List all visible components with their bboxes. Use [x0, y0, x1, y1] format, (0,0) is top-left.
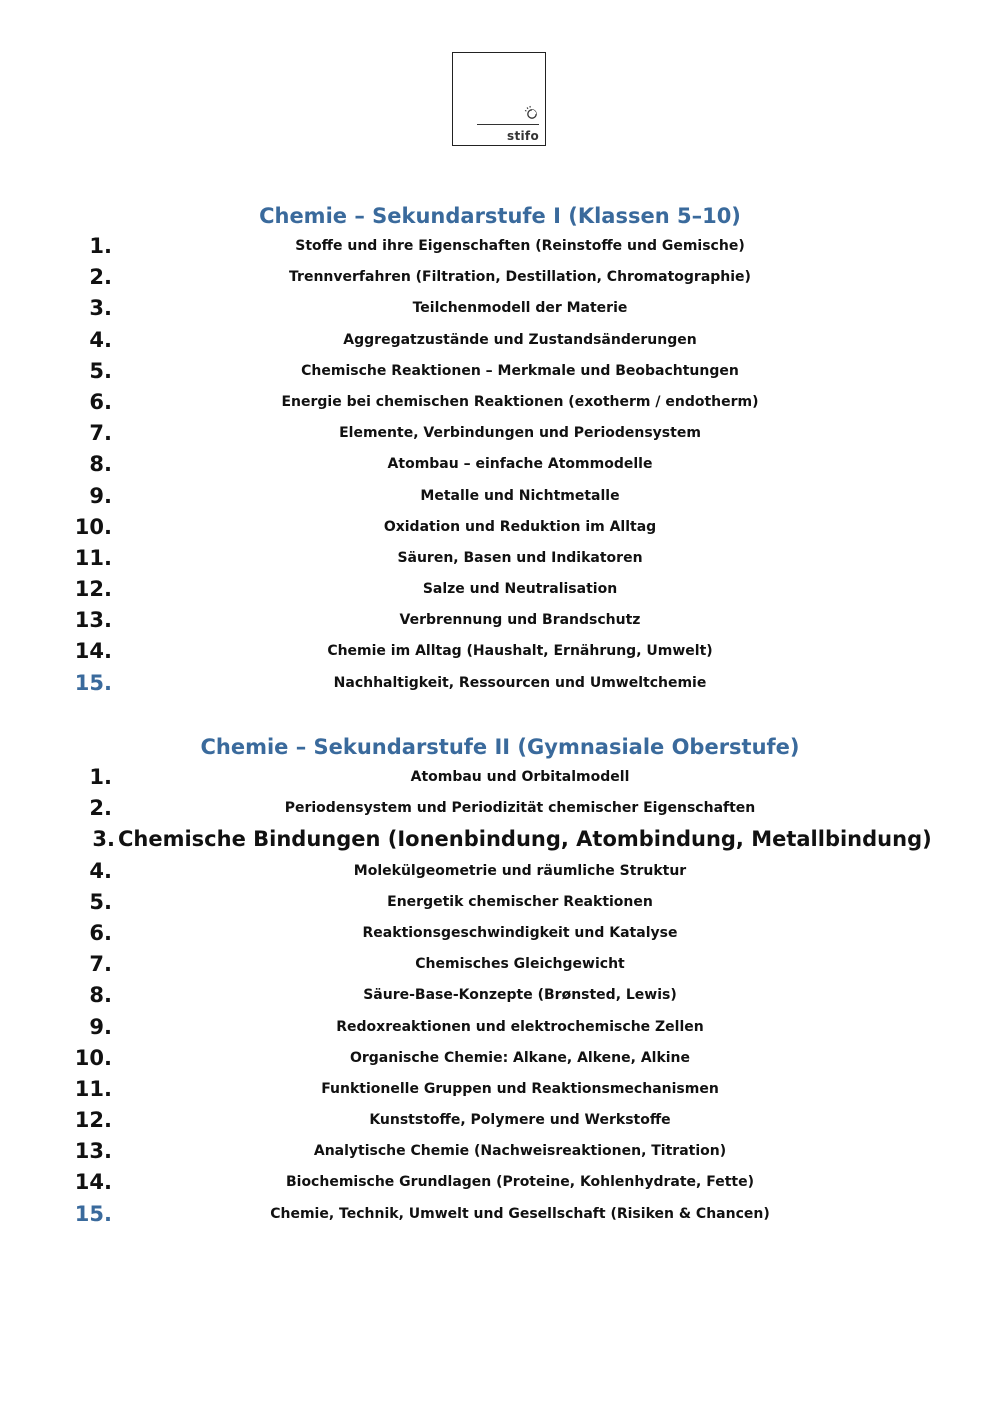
- list-item: [0, 293, 1000, 324]
- item-number: 4.: [89, 858, 112, 883]
- list-item: [0, 356, 1000, 387]
- list-item: [0, 856, 1000, 887]
- item-number: 8.: [89, 983, 112, 1008]
- section-title-sek-1: Chemie – Sekundarstufe I (Klassen 5–10): [259, 204, 741, 228]
- item-number: 6.: [89, 920, 112, 945]
- item-text: Atombau – einfache Atommodelle: [387, 456, 653, 473]
- item-text: Oxidation und Reduktion im Alltag: [383, 518, 657, 535]
- item-number: 2.: [89, 265, 112, 290]
- list-item: [0, 574, 1000, 605]
- item-number: 9.: [89, 483, 112, 508]
- list-item: [0, 1136, 1000, 1167]
- list-item: [0, 668, 1000, 699]
- sun-moon-icon: [523, 105, 539, 121]
- list-item: [0, 605, 1000, 636]
- item-text: Periodensystem und Periodizität chemischer Eigenschaften: [284, 800, 756, 817]
- list-item: [0, 980, 1000, 1011]
- list-item: [0, 1012, 1000, 1043]
- item-number: 10.: [74, 514, 112, 539]
- item-number: 14.: [74, 1170, 112, 1195]
- list-item: [0, 387, 1000, 418]
- item-text: Chemische Reaktionen – Merkmale und Beobachtungen: [301, 362, 739, 379]
- item-number: 3.: [92, 827, 115, 852]
- topic-list-sek-2: [0, 762, 1000, 1230]
- item-number: 12.: [74, 577, 112, 602]
- item-number: 8.: [89, 452, 112, 477]
- item-number: 1.: [89, 234, 112, 258]
- item-text: Energie bei chemischen Reaktionen (exotherm / endotherm): [281, 393, 759, 410]
- list-item: [0, 512, 1000, 543]
- item-text: Elemente, Verbindungen und Periodensystem: [339, 425, 701, 442]
- item-text: Trennverfahren (Filtration, Destillation, Chromatographie): [289, 269, 751, 286]
- item-number: 13.: [74, 608, 112, 633]
- list-item: [0, 418, 1000, 449]
- list-item: [0, 1043, 1000, 1074]
- item-text: Säure-Base-Konzepte (Brønsted, Lewis): [363, 987, 677, 1004]
- item-text: Analytische Chemie (Nachweisreaktionen, Titration): [313, 1143, 727, 1160]
- item-text: Chemie im Alltag (Haushalt, Ernährung, Umwelt): [327, 643, 713, 660]
- list-item: [0, 824, 1000, 855]
- list-item: [0, 793, 1000, 824]
- list-item: [0, 636, 1000, 667]
- item-number: 1.: [89, 765, 112, 789]
- item-text: Metalle und Nichtmetalle: [420, 487, 620, 504]
- list-item: [0, 481, 1000, 512]
- item-number: 15.: [74, 670, 112, 695]
- item-text: Redoxreaktionen und elektrochemische Zellen: [336, 1018, 704, 1035]
- list-item: [0, 262, 1000, 293]
- item-number: 12.: [74, 1108, 112, 1133]
- item-text: Funktionelle Gruppen und Reaktionsmechanismen: [321, 1080, 719, 1097]
- item-text: Chemie, Technik, Umwelt und Gesellschaft (Risiken & Chancen): [270, 1205, 770, 1222]
- item-number: 5.: [89, 889, 112, 914]
- list-item: [0, 1167, 1000, 1198]
- list-item: [0, 887, 1000, 918]
- list-item: [0, 918, 1000, 949]
- item-number: 6.: [89, 389, 112, 414]
- item-text: Atombau und Orbitalmodell: [410, 769, 630, 785]
- item-text: Nachhaltigkeit, Ressourcen und Umweltchemie: [333, 674, 707, 691]
- item-text: Säuren, Basen und Indikatoren: [397, 549, 643, 566]
- list-item: [0, 949, 1000, 980]
- item-number: 4.: [89, 327, 112, 352]
- item-number: 7.: [89, 952, 112, 977]
- item-number: 13.: [74, 1139, 112, 1164]
- list-item: [0, 543, 1000, 574]
- logo-text: stifo: [507, 129, 539, 143]
- item-number: 2.: [89, 796, 112, 821]
- item-number: 11.: [74, 545, 112, 570]
- item-number: 10.: [74, 1045, 112, 1070]
- list-item: [0, 762, 1000, 793]
- item-text: Chemische Bindungen (Ionenbindung, Atombindung, Metallbindung): [118, 827, 932, 852]
- item-text: Verbrennung und Brandschutz: [399, 612, 641, 629]
- item-text: Teilchenmodell der Materie: [412, 300, 628, 317]
- list-item: [0, 1105, 1000, 1136]
- list-item: [0, 449, 1000, 480]
- item-text: Molekülgeometrie und räumliche Struktur: [353, 862, 687, 879]
- item-text: Stoffe und ihre Eigenschaften (Reinstoffe und Gemische): [295, 238, 745, 254]
- item-number: 14.: [74, 639, 112, 664]
- item-text: Biochemische Grundlagen (Proteine, Kohlenhydrate, Fette): [285, 1174, 755, 1191]
- section-title-sek-2: Chemie – Sekundarstufe II (Gymnasiale Oberstufe): [200, 735, 800, 759]
- logo: [452, 52, 546, 146]
- item-text: Organische Chemie: Alkane, Alkene, Alkine: [349, 1049, 691, 1066]
- item-number: 15.: [74, 1201, 112, 1226]
- item-number: 11.: [74, 1076, 112, 1101]
- item-number: 9.: [89, 1014, 112, 1039]
- list-item: [0, 1199, 1000, 1230]
- list-item: [0, 1074, 1000, 1105]
- item-text: Reaktionsgeschwindigkeit und Katalyse: [362, 924, 678, 941]
- logo-divider: [477, 124, 539, 125]
- item-text: Aggregatzustände und Zustandsänderungen: [343, 331, 697, 348]
- list-item: [0, 231, 1000, 262]
- item-number: 7.: [89, 421, 112, 446]
- item-text: Salze und Neutralisation: [422, 581, 618, 598]
- item-text: Energetik chemischer Reaktionen: [387, 893, 653, 910]
- item-text: Chemisches Gleichgewicht: [415, 956, 625, 973]
- list-item: [0, 325, 1000, 356]
- item-number: 5.: [89, 358, 112, 383]
- topic-list-sek-1: [0, 231, 1000, 699]
- item-number: 3.: [89, 296, 112, 321]
- item-text: Kunststoffe, Polymere und Werkstoffe: [369, 1112, 671, 1129]
